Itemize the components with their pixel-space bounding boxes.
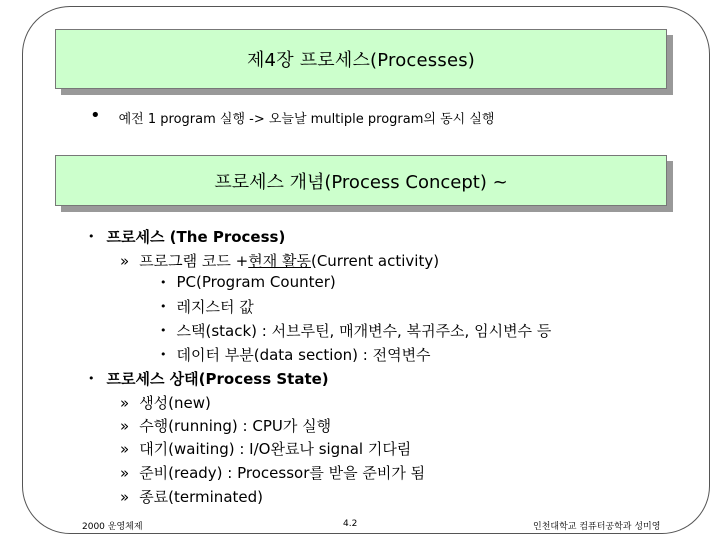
state-item-text: 준비(ready) : Processor를 받을 준비가 됨 <box>139 464 426 482</box>
state-item-text: 종료(terminated) <box>139 488 263 506</box>
state-item-text: 대기(waiting) : I/O완료나 signal 기다림 <box>139 440 412 458</box>
state-item-text: 생성(new) <box>139 394 211 412</box>
process-item-text: 스택(stack) : 서브루틴, 매개변수, 복귀주소, 임시변수 등 <box>176 322 552 340</box>
process-item <box>160 296 254 317</box>
bullet-icon: • <box>160 324 167 337</box>
bullet-icon: • <box>88 372 95 385</box>
bullet-icon: • <box>160 348 167 361</box>
process-sub-underlined: 현재 활동 <box>248 252 311 270</box>
footer-left: 2000 운영체제 <box>82 522 143 532</box>
intro-text: 예전 1 program 실행 -> 오늘날 multiple program의 동시 실행 <box>118 112 495 127</box>
process-item-text: PC(Program Counter) <box>176 273 336 291</box>
concept-title-box <box>55 155 667 206</box>
footer-page-number: 4.2 <box>343 519 358 529</box>
process-item <box>160 344 431 365</box>
process-item-text: 레지스터 값 <box>176 298 254 316</box>
state-item <box>120 486 263 507</box>
bullet-icon: • <box>90 105 101 126</box>
intro-line <box>90 107 494 128</box>
slide-title: 제4장 프로세스(Processes) <box>246 50 476 71</box>
state-heading-line <box>88 368 329 389</box>
concept-title: 프로세스 개념(Process Concept) ~ <box>214 171 508 193</box>
arrow-bullet-icon: » <box>120 463 130 482</box>
process-sub-suffix: (Current activity) <box>310 251 440 270</box>
process-item <box>160 273 336 291</box>
bullet-icon: • <box>88 230 95 243</box>
arrow-bullet-icon: » <box>120 393 130 412</box>
state-item <box>120 415 331 436</box>
process-heading: 프로세스 (The Process) <box>106 228 286 246</box>
state-item <box>120 392 211 413</box>
state-item-text: 수행(running) : CPU가 실행 <box>139 417 332 435</box>
arrow-bullet-icon: » <box>120 416 130 435</box>
process-heading-line <box>88 226 285 247</box>
arrow-bullet-icon: » <box>120 487 130 506</box>
process-item-text: 데이터 부분(data section) : 전역변수 <box>176 346 431 364</box>
process-sub-line <box>120 250 439 271</box>
slide-title-box <box>55 29 667 89</box>
process-sub-prefix: 프로그램 코드 + <box>139 252 249 270</box>
bullet-icon: • <box>160 300 167 313</box>
state-item <box>120 462 425 483</box>
footer-right: 인천대학교 컴퓨터공학과 성미영 <box>533 522 661 532</box>
arrow-bullet-icon: » <box>120 439 130 458</box>
process-item <box>160 320 551 341</box>
state-heading: 프로세스 상태(Process State) <box>106 370 329 388</box>
arrow-bullet-icon: » <box>120 251 130 270</box>
bullet-icon: • <box>160 275 167 289</box>
state-item <box>120 438 411 459</box>
